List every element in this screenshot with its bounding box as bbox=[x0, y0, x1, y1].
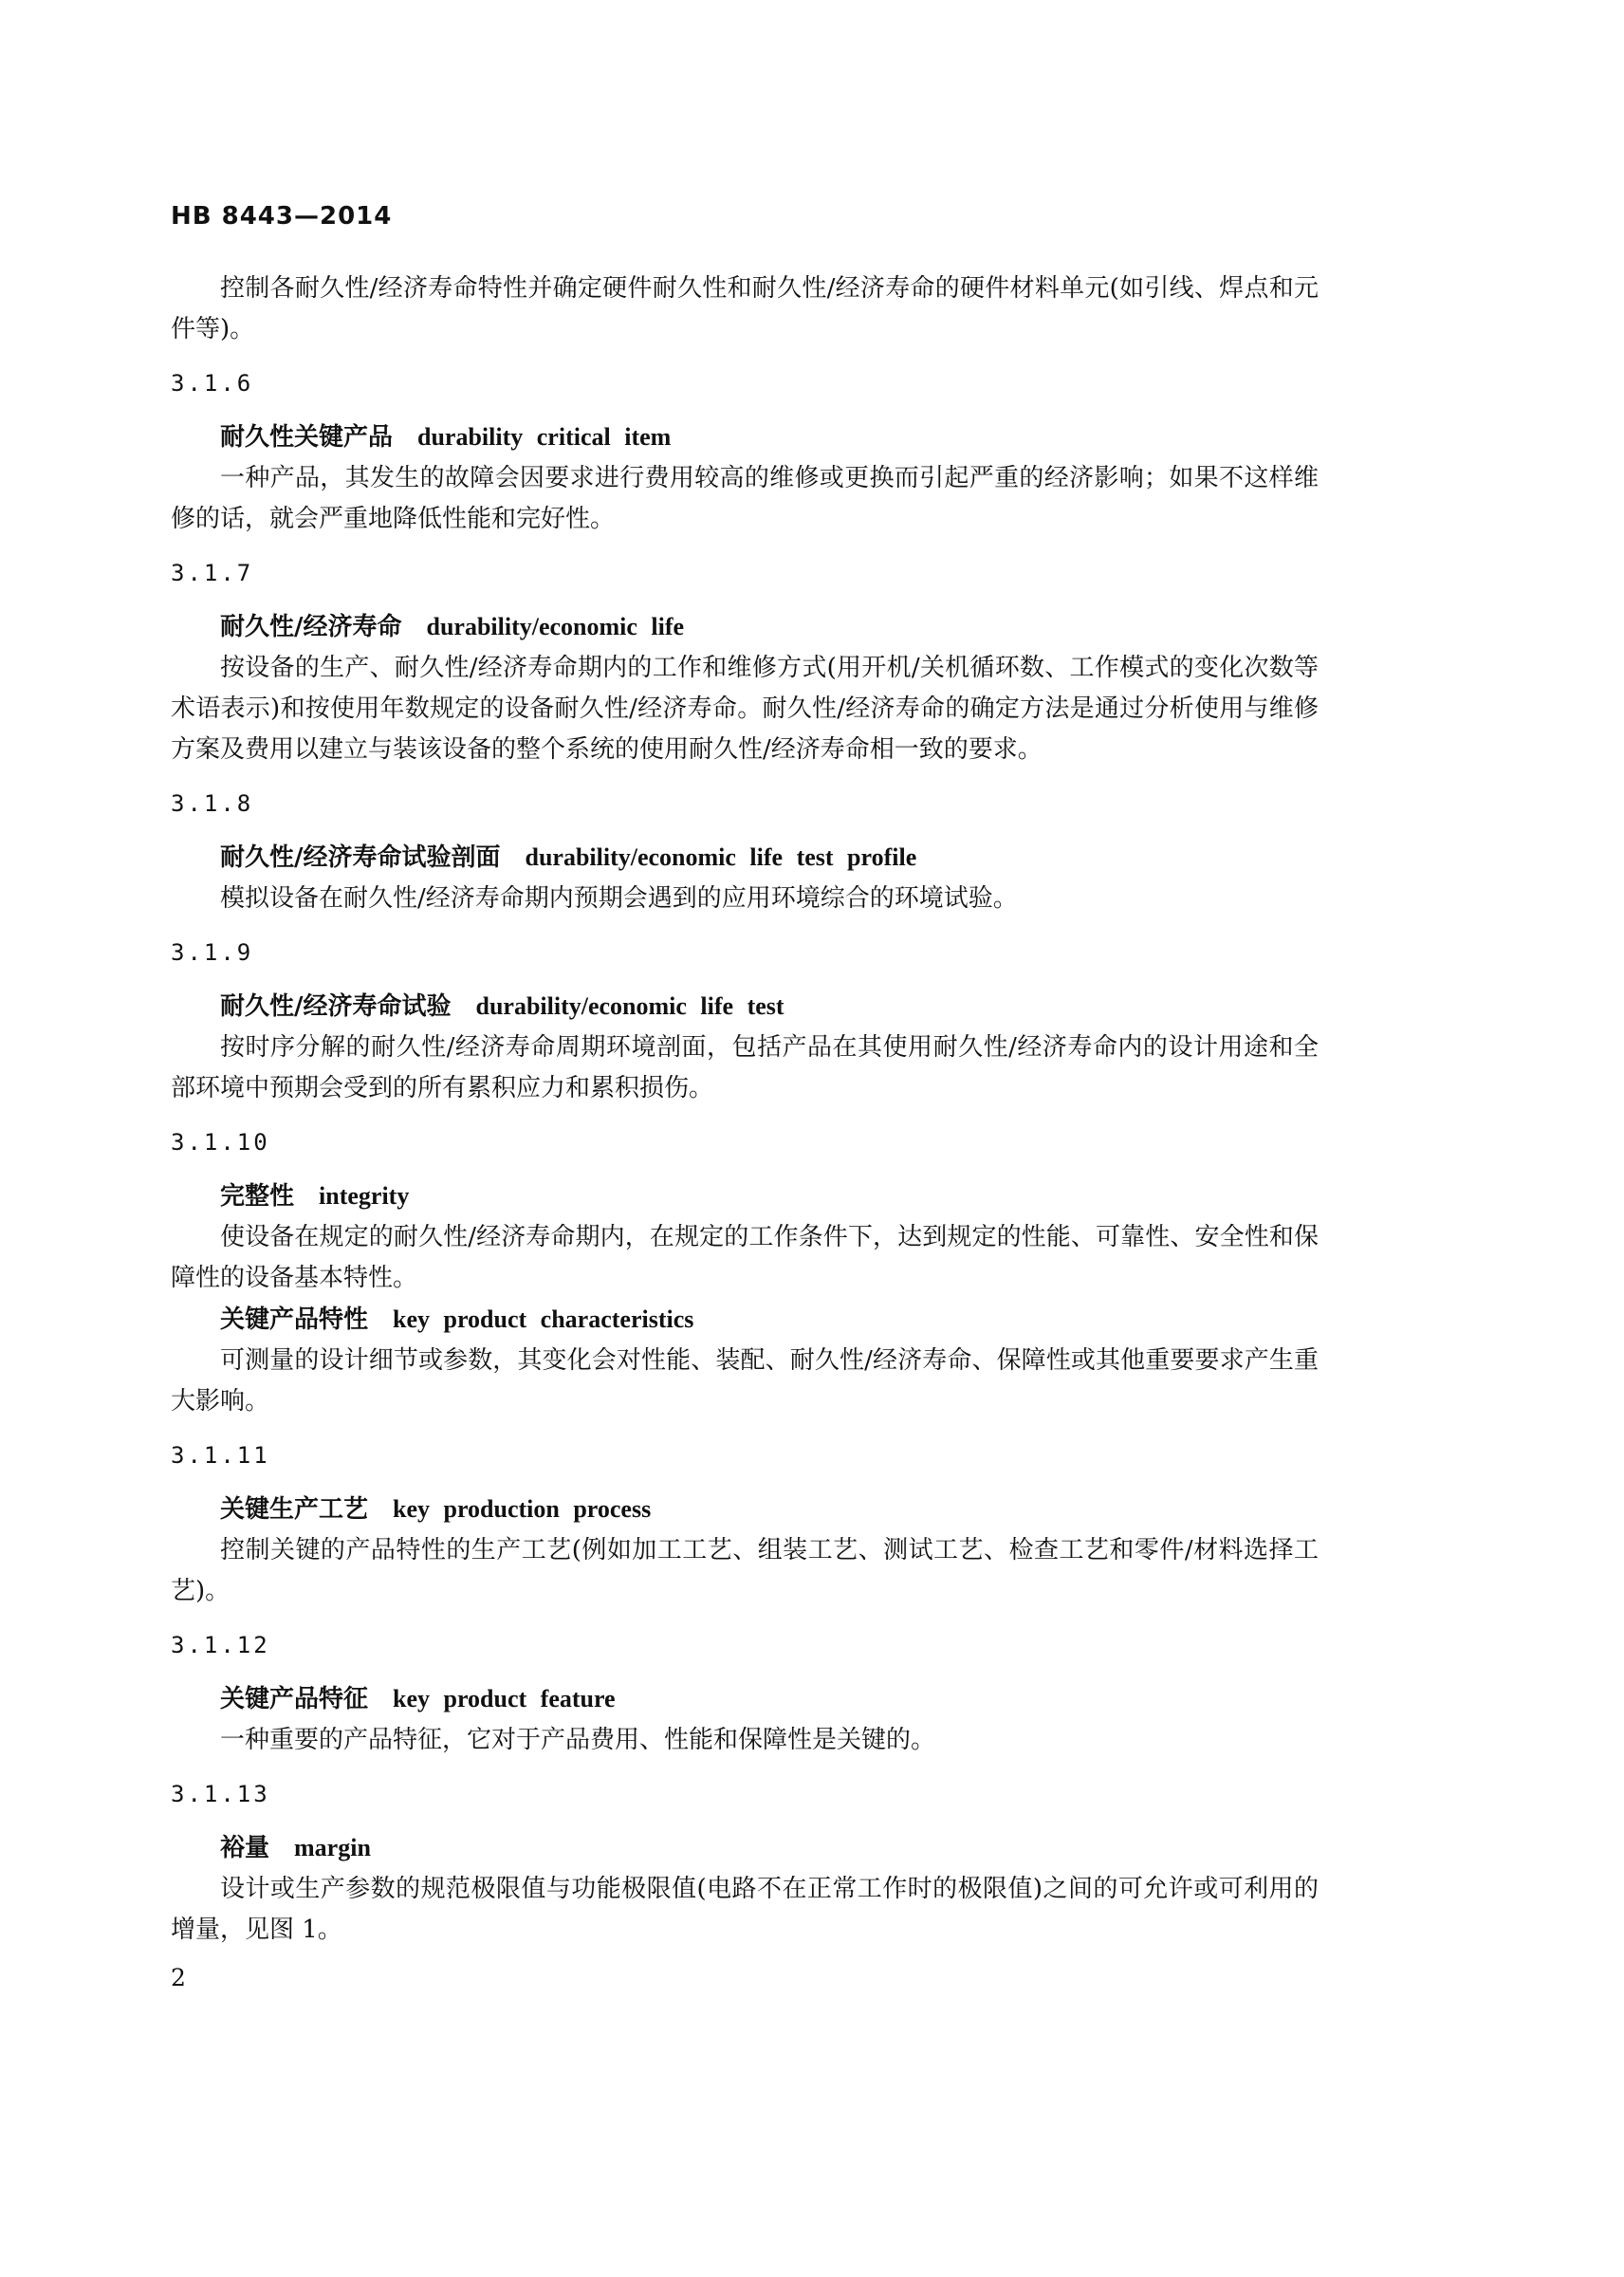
term-en: key product characteristics bbox=[393, 1305, 694, 1333]
document-header-number: HB 8443—2014 bbox=[171, 202, 393, 231]
term-heading-3-1-7 bbox=[171, 606, 1319, 648]
clause-number-3-1-8: 3.1.8 bbox=[171, 790, 254, 817]
term-en: durability/economic life test bbox=[475, 992, 784, 1020]
term-definition-3-1-11: 控制关键的产品特性的生产工艺(例如加工工艺、组装工艺、测试工艺、检查工艺和零件/材料选择工艺)。 bbox=[171, 1536, 1319, 1605]
term-zh: 关键产品特征 bbox=[220, 1685, 369, 1713]
clause-number-3-1-13: 3.1.13 bbox=[171, 1781, 270, 1807]
term-heading-3-1-10 bbox=[171, 1176, 1319, 1217]
clause-number-3-1-11: 3.1.11 bbox=[171, 1442, 270, 1469]
term-zh: 耐久性关键产品 bbox=[220, 423, 394, 452]
clause-number-3-1-6: 3.1.6 bbox=[171, 370, 254, 397]
term-en: margin bbox=[294, 1834, 371, 1861]
term-heading-3-1-8 bbox=[171, 837, 1319, 879]
term-definition-3-1-7: 按设备的生产、耐久性/经济寿命期内的工作和维修方式(用开机/关机循环数、工作模式的变化次数等术语表示)和按使用年数规定的设备耐久性/经济寿命。耐久性/经济寿命的确定方法是通过分析使用与维修方案及费用以建立与装该设备的整个系统的使用耐久性/经济寿命相一致的要求。 bbox=[171, 654, 1319, 764]
intro-paragraph: 控制各耐久性/经济寿命特性并确定硬件耐久性和耐久性/经济寿命的硬件材料单元(如引线、焊点和元件等)。 bbox=[171, 274, 1319, 343]
term-en: durability/economic life test profile bbox=[525, 843, 917, 871]
term-heading-key-product-characteristics bbox=[171, 1299, 1319, 1341]
page-number: 2 bbox=[171, 1964, 186, 1991]
page-content bbox=[171, 268, 1319, 1951]
clause-number-3-1-10: 3.1.10 bbox=[171, 1129, 270, 1156]
term-en: key production process bbox=[393, 1495, 652, 1523]
clause-number-3-1-9: 3.1.9 bbox=[171, 939, 254, 966]
term-definition-3-1-8: 模拟设备在耐久性/经济寿命期内预期会遇到的应用环境综合的环境试验。 bbox=[220, 884, 1018, 913]
term-zh: 裕量 bbox=[220, 1834, 270, 1862]
term-en: integrity bbox=[319, 1182, 410, 1210]
term-heading-3-1-13 bbox=[171, 1827, 1319, 1869]
term-heading-3-1-6 bbox=[171, 417, 1319, 458]
term-en: key product feature bbox=[393, 1685, 616, 1712]
term-definition-3-1-12: 一种重要的产品特征，它对于产品费用、性能和保障性是关键的。 bbox=[220, 1726, 936, 1754]
term-zh: 关键生产工艺 bbox=[220, 1495, 369, 1524]
term-zh: 关键产品特性 bbox=[220, 1305, 369, 1334]
term-zh: 耐久性/经济寿命试验 bbox=[220, 992, 452, 1021]
term-definition-key-product-characteristics: 可测量的设计细节或参数，其变化会对性能、装配、耐久性/经济寿命、保障性或其他重要要求产生重大影响。 bbox=[171, 1346, 1319, 1416]
term-definition-3-1-6: 一种产品，其发生的故障会因要求进行费用较高的维修或更换而引起严重的经济影响；如果不这样维修的话，就会严重地降低性能和完好性。 bbox=[171, 464, 1319, 533]
clause-number-3-1-7: 3.1.7 bbox=[171, 560, 254, 586]
term-heading-3-1-12 bbox=[171, 1678, 1319, 1720]
term-heading-3-1-9 bbox=[171, 986, 1319, 1027]
term-zh: 耐久性/经济寿命 bbox=[220, 613, 402, 641]
term-heading-3-1-11 bbox=[171, 1489, 1319, 1530]
clause-number-3-1-12: 3.1.12 bbox=[171, 1632, 270, 1658]
term-zh: 完整性 bbox=[220, 1182, 295, 1211]
term-definition-3-1-13: 设计或生产参数的规范极限值与功能极限值(电路不在正常工作时的极限值)之间的可允许或可利用的增量，见图 1。 bbox=[171, 1875, 1319, 1944]
term-definition-3-1-9: 按时序分解的耐久性/经济寿命周期环境剖面，包括产品在其使用耐久性/经济寿命内的设计用途和全部环境中预期会受到的所有累积应力和累积损伤。 bbox=[171, 1033, 1319, 1102]
term-en: durability/economic life bbox=[426, 613, 685, 640]
term-zh: 耐久性/经济寿命试验剖面 bbox=[220, 843, 501, 872]
term-en: durability critical item bbox=[417, 423, 672, 451]
term-definition-3-1-10: 使设备在规定的耐久性/经济寿命期内，在规定的工作条件下，达到规定的性能、可靠性、安全性和保障性的设备基本特性。 bbox=[171, 1223, 1319, 1292]
